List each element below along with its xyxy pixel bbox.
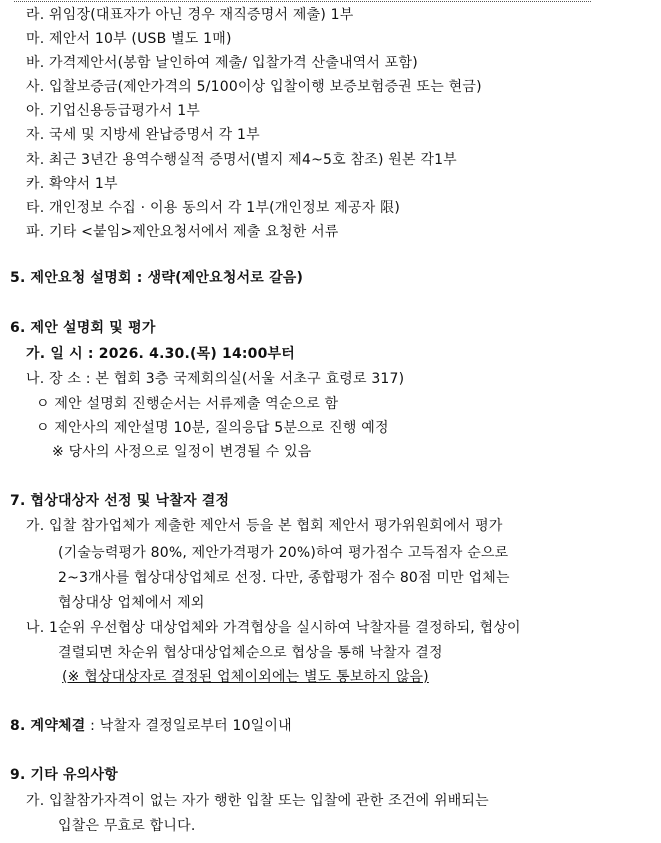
section-8-line	[10, 716, 292, 736]
section-7-item-a-line-3: 2~3개사를 협상대상업체로 선정. 다만, 종합평가 점수 80점 미만 업체는	[58, 570, 510, 586]
section-5-heading: 5. 제안요청 설명회 : 생략(제안요청서로 갈음)	[10, 270, 304, 286]
presentation-order-note: ㅇ 제안 설명회 진행순서는 서류제출 역순으로 함	[36, 396, 339, 412]
presentation-date: 가. 일 시 : 2026. 4.30.(목) 14:00부터	[26, 346, 296, 362]
list-item-a: 아. 기업신용등급평가서 1부	[26, 103, 201, 119]
list-item-ra: 라. 위임장(대표자가 아닌 경우 재직증명서 제출) 1부	[26, 7, 354, 23]
section-9-heading: 9. 기타 유의사항	[10, 767, 118, 783]
list-item-ja: 자. 국세 및 지방세 완납증명서 각 1부	[26, 127, 260, 143]
section-6-heading: 6. 제안 설명회 및 평가	[10, 320, 156, 336]
list-item-cha: 차. 최근 3년간 용역수행실적 증명서(별지 제4~5호 참조) 원본 각1부	[26, 152, 457, 168]
section-8-heading: 8. 계약체결	[10, 718, 86, 734]
section-7-item-b-line-1: 나. 1순위 우선협상 대상업체와 가격협상을 실시하여 낙찰자를 결정하되, 협상이	[26, 620, 521, 636]
list-item-ba: 바. 가격제안서(봉함 날인하여 제출/ 입찰가격 산출내역서 포함)	[26, 55, 418, 71]
list-item-sa: 사. 입찰보증금(제안가격의 5/100이상 입찰이행 보증보험증권 또는 현금)	[26, 79, 482, 95]
presentation-place: 나. 장 소 : 본 협회 3층 국제회의실(서울 서초구 효령로 317)	[26, 371, 405, 387]
section-7-item-a-line-4: 협상대상 업체에서 제외	[58, 595, 205, 611]
list-item-ta: 타. 개인정보 수집 · 이용 동의서 각 1부(개인정보 제공자 限)	[26, 200, 400, 216]
section-9-item-a-line-2: 입찰은 무효로 합니다.	[58, 818, 196, 834]
section-7-item-b-line-2: 결렬되면 차순위 협상대상업체순으로 협상을 통해 낙찰자 결정	[58, 645, 443, 661]
list-item-pa: 파. 기타 <붙임>제안요청서에서 제출 요청한 서류	[26, 224, 339, 240]
section-7-item-a-line-1: 가. 입찰 참가업체가 제출한 제안서 등을 본 협회 제안서 평가위원회에서 평가	[26, 518, 503, 534]
section-7-heading: 7. 협상대상자 선정 및 낙찰자 결정	[10, 493, 230, 509]
list-item-ka: 카. 확약서 1부	[26, 176, 118, 192]
schedule-change-note: ※ 당사의 사정으로 일정이 변경될 수 있음	[52, 444, 312, 460]
top-dotted-rule	[14, 1, 591, 2]
notification-note: (※ 협상대상자로 결정된 업체이외에는 별도 통보하지 않음)	[62, 669, 429, 685]
section-8-text: : 낙찰자 결정일로부터 10일이내	[85, 718, 292, 734]
section-9-item-a-line-1: 가. 입찰참가자격이 없는 자가 행한 입찰 또는 입찰에 관한 조건에 위배되는	[26, 793, 489, 809]
list-item-ma: 마. 제안서 10부 (USB 별도 1매)	[26, 31, 232, 47]
presentation-time-note: ㅇ 제안사의 제안설명 10분, 질의응답 5분으로 진행 예정	[36, 420, 389, 436]
section-7-item-a-line-2: (기술능력평가 80%, 제안가격평가 20%)하여 평가점수 고득점자 순으로	[58, 545, 509, 561]
